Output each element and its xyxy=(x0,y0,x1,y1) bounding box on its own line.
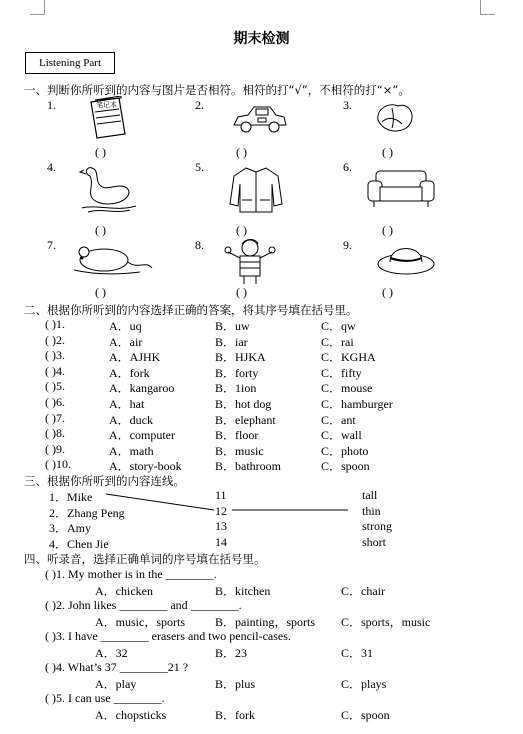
option-c[interactable]: C．plays xyxy=(341,677,387,691)
option-a[interactable]: A．fork xyxy=(109,365,150,380)
item-number: 2. xyxy=(195,98,204,112)
answer-paren[interactable]: ( ) xyxy=(95,285,106,299)
item-number: 6. xyxy=(343,160,352,174)
option-b[interactable]: B．23 xyxy=(215,646,248,660)
section3-heading: 三、根据你所听到的内容连线。 xyxy=(24,474,185,488)
choice-question-number[interactable]: ( )8. xyxy=(45,426,65,441)
option-a[interactable]: A．uq xyxy=(109,319,142,333)
choice-question-number[interactable]: ( )4. xyxy=(45,363,65,378)
option-c[interactable]: C．sports，music xyxy=(341,615,431,629)
option-b[interactable]: B．plus xyxy=(215,677,256,691)
match-name[interactable]: 4．Chen Jie xyxy=(49,536,109,551)
match-age[interactable]: 13 xyxy=(215,519,227,534)
choice-question-number[interactable]: ( )10. xyxy=(45,457,71,472)
option-a[interactable]: A．duck xyxy=(109,412,153,427)
notebook-word: 笔记本 xyxy=(96,101,117,109)
option-b[interactable]: B．iar xyxy=(215,334,248,349)
match-line-mike xyxy=(106,494,214,510)
option-b[interactable]: B．fork xyxy=(215,708,255,722)
match-adjective[interactable]: thin xyxy=(362,503,381,518)
answer-paren[interactable]: ( ) xyxy=(95,145,106,159)
listening-question[interactable]: ( )1. My mother is in the ________. xyxy=(45,567,217,581)
option-c[interactable]: C．rai xyxy=(321,334,354,349)
answer-paren[interactable]: ( ) xyxy=(236,285,247,299)
match-adjective[interactable]: short xyxy=(362,534,386,549)
match-age[interactable]: 11 xyxy=(215,488,227,502)
option-b[interactable]: B．elephant xyxy=(215,412,276,427)
option-a[interactable]: A．chicken xyxy=(95,584,153,598)
option-c[interactable]: C．ant xyxy=(321,412,356,427)
match-age[interactable]: 14 xyxy=(215,534,227,549)
match-name[interactable]: 3．Amy xyxy=(49,521,92,536)
option-c[interactable]: C．spoon xyxy=(321,459,370,474)
option-a[interactable]: A．computer xyxy=(109,428,175,443)
choice-question-number[interactable]: ( )7. xyxy=(45,410,65,425)
option-a[interactable]: A．music，sports xyxy=(95,615,186,629)
option-b[interactable]: B．1ion xyxy=(215,381,257,396)
option-a[interactable]: A．air xyxy=(109,334,143,349)
answer-paren[interactable]: ( ) xyxy=(382,223,393,237)
option-a[interactable]: A．kangaroo xyxy=(109,381,175,396)
item-number: 1. xyxy=(47,98,56,112)
page-title: 期末检测 xyxy=(233,31,290,47)
match-adjective[interactable]: tall xyxy=(362,488,378,502)
option-a[interactable]: A．32 xyxy=(95,646,128,660)
listening-question[interactable]: ( )2. John likes ________ and ________. xyxy=(45,598,242,612)
match-adjective[interactable]: strong xyxy=(362,519,392,534)
option-c[interactable]: C．hamburger xyxy=(321,397,393,411)
section2-heading: 二、根据你所听到的内容选择正确的答案，将其序号填在括号里。 xyxy=(24,303,358,317)
option-b[interactable]: B．bathroom xyxy=(215,459,281,474)
option-c[interactable]: C．chair xyxy=(341,584,385,598)
listening-part-label: Listening Part xyxy=(25,52,115,74)
section4-heading: 四、听录音，选择正确单词的序号填在括号里。 xyxy=(24,552,266,566)
item-number: 3. xyxy=(343,98,352,112)
answer-paren[interactable]: ( ) xyxy=(382,285,393,299)
match-name[interactable]: 1．Mike xyxy=(49,490,93,504)
listening-question[interactable]: ( )3. I have ________ erasers and two pencil-cases. xyxy=(45,629,291,643)
option-c[interactable]: C．mouse xyxy=(321,381,373,396)
option-a[interactable]: A．math xyxy=(109,443,154,458)
option-b[interactable]: B．floor xyxy=(215,428,259,443)
option-a[interactable]: A．play xyxy=(95,677,137,691)
answer-paren[interactable]: ( ) xyxy=(236,145,247,159)
option-c[interactable]: C．31 xyxy=(341,646,374,660)
option-c[interactable]: C．KGHA xyxy=(321,350,376,365)
option-c[interactable]: C．wall xyxy=(321,428,362,443)
option-c[interactable]: C．photo xyxy=(321,443,369,458)
choice-question-number[interactable]: ( )2. xyxy=(45,332,65,347)
answer-paren[interactable]: ( ) xyxy=(95,223,106,237)
match-name[interactable]: 2．Zhang Peng xyxy=(49,505,125,520)
option-c[interactable]: C．qw xyxy=(321,319,356,333)
listening-question[interactable]: ( )5. I can use ________. xyxy=(45,691,165,705)
option-b[interactable]: B．painting，sports xyxy=(215,615,316,629)
section1-heading: 一、判断你所听到的内容与图片是否相符。相符的打“√”，不相符的打“×”。 xyxy=(24,83,410,97)
choice-question-number[interactable]: ( )3. xyxy=(45,348,65,363)
option-a[interactable]: A．story-book xyxy=(109,459,182,474)
item-number: 9. xyxy=(343,238,352,252)
option-c[interactable]: C．fifty xyxy=(321,365,362,380)
option-a[interactable]: A．hat xyxy=(109,397,145,411)
choice-question-number[interactable]: ( )5. xyxy=(45,379,65,394)
option-a[interactable]: A．chopsticks xyxy=(95,708,167,722)
option-b[interactable]: B．forty xyxy=(215,365,259,380)
item-number: 5. xyxy=(195,160,204,174)
answer-paren[interactable]: ( ) xyxy=(236,223,247,237)
choice-question-number[interactable]: ( )6. xyxy=(45,395,65,409)
answer-paren[interactable]: ( ) xyxy=(382,145,393,159)
item-number: 7. xyxy=(47,238,56,252)
option-b[interactable]: B．HJKA xyxy=(215,350,266,365)
listening-question[interactable]: ( )4. What’s 37 ________21 ? xyxy=(45,660,189,674)
option-c[interactable]: C．spoon xyxy=(341,708,390,722)
match-age[interactable]: 12 xyxy=(215,503,227,518)
option-a[interactable]: A．AJHK xyxy=(109,350,161,365)
choice-question-number[interactable]: ( )1. xyxy=(45,317,65,331)
item-number: 4. xyxy=(47,160,56,174)
option-b[interactable]: B．uw xyxy=(215,319,250,333)
item-number: 8. xyxy=(195,238,204,252)
option-b[interactable]: B．kitchen xyxy=(215,584,271,598)
option-b[interactable]: B．hot dog xyxy=(215,397,272,411)
option-b[interactable]: B．music xyxy=(215,443,264,458)
choice-question-number[interactable]: ( )9. xyxy=(45,441,65,456)
